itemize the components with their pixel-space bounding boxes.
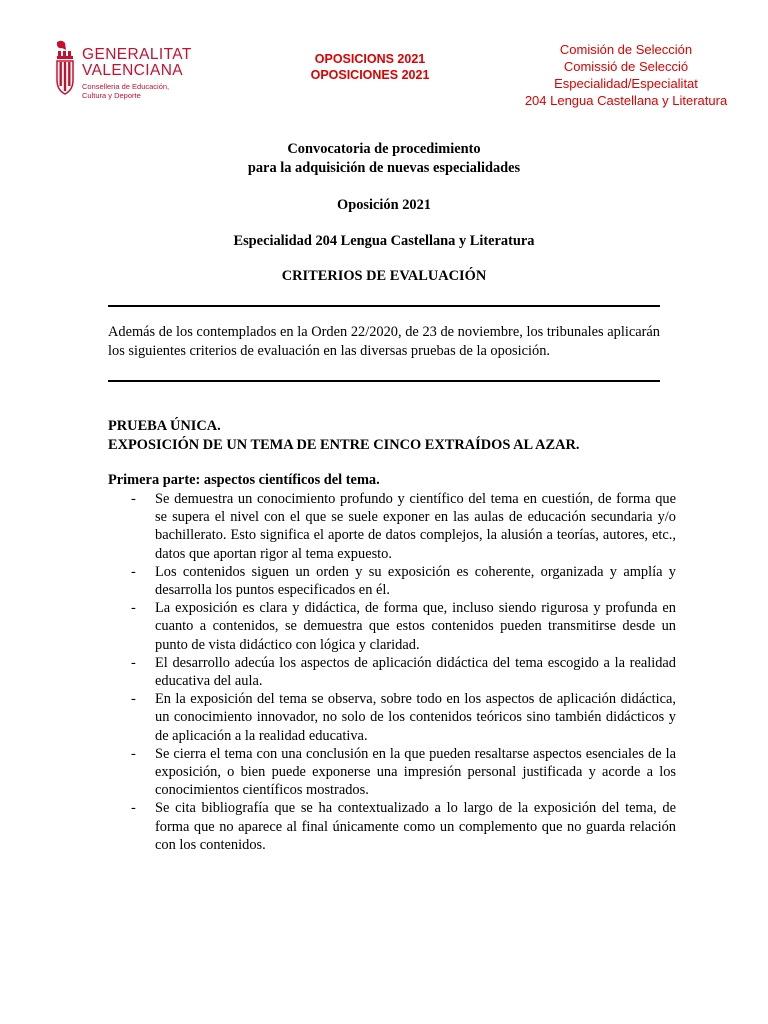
bullet-dash: -: [131, 745, 136, 762]
convocatoria-title: [108, 140, 660, 178]
prueba-line-1: PRUEBA ÚNICA.: [108, 418, 221, 434]
convocatoria-line-2: para la adquisición de nuevas especialidades: [247, 160, 521, 176]
logo-subtitle: [82, 82, 169, 100]
convocatoria-line-1: Convocatoria de procedimiento: [287, 141, 481, 157]
comision-line-1: Comisión de Selección: [559, 42, 693, 57]
bullet-dash: -: [131, 600, 136, 617]
oposicions-line: OPOSICIONS 2021: [314, 52, 426, 66]
comision-line-4: 204 Lengua Castellana y Literatura: [524, 93, 728, 108]
logo-text-valenciana: VALENCIANA: [82, 62, 184, 79]
logo-text-generalitat: GENERALITAT: [82, 46, 192, 63]
bullet-dash: -: [131, 563, 136, 580]
criteria-text: Los contenidos siguen un orden y su exposición es coherente, organizada y amplía y desarrolla los puntos especificados en él.: [155, 563, 676, 599]
criteria-text: Se demuestra un conocimiento profundo y científico del tema en cuestión, de forma que se supera el nivel con el que se suele exponer en las aulas de educación secundaria y/o bachillerato. Esto significa el aporte de datos complejos, la alusión a teorías, autores, etc., datos que aportan rigor al tema expuesto.: [155, 491, 676, 562]
page-header: [0, 0, 768, 120]
criteria-text: En la exposición del tema se observa, sobre todo en los aspectos de aplicación didáctica, un conocimiento innovador, no solo de los contenidos teóricos sino también didácticos y de aplicación a la realidad educativa.: [155, 691, 676, 744]
generalitat-emblem-icon: [53, 40, 79, 96]
bullet-dash: -: [131, 654, 136, 671]
comision-line-2: Comissió de Selecció: [563, 59, 689, 74]
criteria-item: [108, 690, 676, 745]
criteria-list: [108, 490, 676, 854]
bullet-dash: -: [131, 491, 136, 507]
especialidad-title: Especialidad 204 Lengua Castellana y Literatura: [233, 233, 535, 249]
criteria-item: [108, 599, 676, 654]
divider-bottom: [108, 380, 660, 382]
criteria-text: Se cita bibliografía que se ha contextualizado a lo largo de la exposición del tema, de forma que no aparece al final únicamente como un complemento que no guarda relación con los contenidos.: [155, 800, 676, 853]
logo-subtitle-line2: Cultura y Deporte: [82, 91, 141, 100]
criteria-text: Se cierra el tema con una conclusión en la que pueden resaltarse aspectos esenciales de la exposición, o bien puede exponerse una impresión personal justificada y acorde a los conocimientos científicos mostrados.: [155, 745, 676, 799]
oposiciones-line: OPOSICIONES 2021: [310, 68, 430, 82]
bullet-dash: -: [131, 691, 136, 708]
oposiciones-heading: [296, 51, 444, 83]
criteria-item: [108, 563, 676, 599]
prueba-line-2: EXPOSICIÓN DE UN TEMA DE ENTRE CINCO EXTRAÍDOS AL AZAR.: [108, 437, 580, 453]
generalitat-logo: [53, 40, 233, 100]
comision-line-3: Especialidad/Especialitat: [554, 76, 698, 91]
criteria-item: [108, 490, 676, 563]
comision-heading: [516, 41, 736, 109]
criteria-item: [108, 799, 676, 854]
criteria-text: El desarrollo adecúa los aspectos de aplicación didáctica del tema escogido a la realidad educativa del aula.: [155, 654, 676, 690]
primera-parte-heading: Primera parte: aspectos científicos del tema.: [108, 472, 380, 488]
criterios-title: CRITERIOS DE EVALUACIÓN: [281, 268, 487, 284]
criteria-item: [108, 654, 676, 690]
logo-subtitle-line1: Conselleria de Educación,: [82, 82, 170, 91]
intro-paragraph: Además de los contemplados en la Orden 22/2020, de 23 de noviembre, los tribunales aplicarán los siguientes criterios de evaluación en las diversas pruebas de la oposición.: [108, 324, 660, 359]
criteria-text: La exposición es clara y didáctica, de forma que, incluso siendo rigurosa y profunda en cuanto a contenidos, se demuestra que estos contenidos pueden transmitirse desde un punto de vista didáctico con lógica y claridad.: [155, 600, 676, 653]
divider-top: [108, 305, 660, 307]
prueba-heading: [108, 417, 668, 455]
criteria-item: [108, 745, 676, 800]
bullet-dash: -: [131, 800, 136, 817]
oposicion-title: Oposición 2021: [337, 197, 431, 213]
